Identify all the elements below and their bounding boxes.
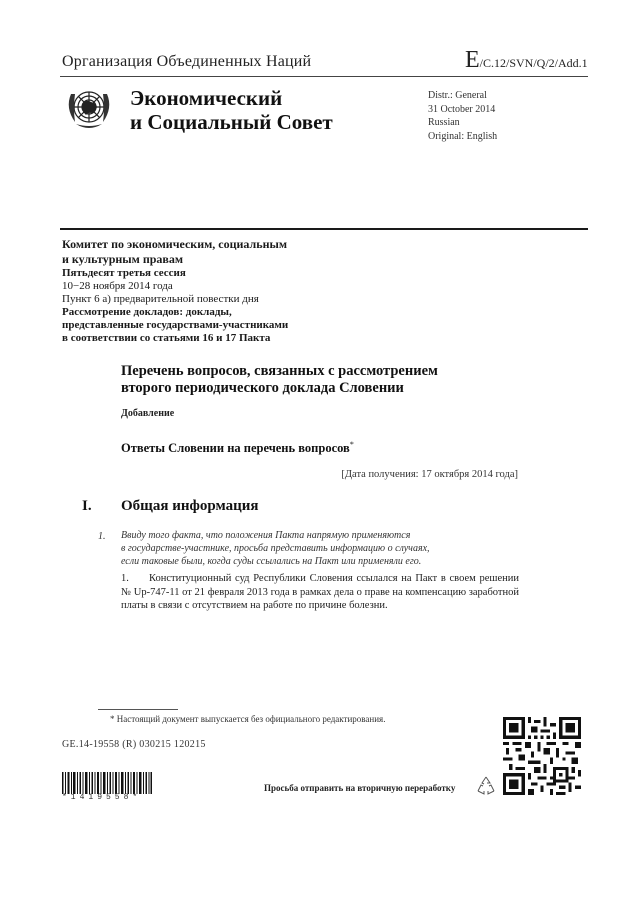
committee-name-1: Комитет по экономическим, социальным bbox=[62, 237, 288, 251]
answer-text: Конституционный суд Республики Словения ссылался на Пакт в своем решении № Up-747-11 от 21 февраля 2013 года в рамках дела о праве на компенсацию заработной платы в связи с отсутствием на работе по причине болезни. bbox=[121, 573, 519, 611]
recycle-icon bbox=[474, 774, 498, 798]
organization-name: Организация Объединенных Наций bbox=[62, 53, 312, 70]
symbol-prefix: E bbox=[465, 47, 480, 73]
un-emblem-icon bbox=[62, 82, 116, 136]
council-line-1: Экономический bbox=[130, 86, 283, 110]
distr-language: Russian bbox=[428, 117, 460, 128]
title-line-1: Перечень вопросов, связанных с рассмотрением bbox=[121, 363, 438, 379]
question-line-2: в государстве-участнике, просьба представить информацию о случаях, bbox=[121, 543, 430, 554]
job-number: GE.14-19558 (R) 030215 120215 bbox=[62, 739, 206, 750]
footnote-mark[interactable]: * bbox=[349, 440, 354, 449]
council-line-2: и Социальный Совет bbox=[130, 110, 333, 134]
barcode-number: *1419558* bbox=[62, 793, 142, 802]
question-line-3: если таковые были, когда суды ссылались на Пакт или применяли его. bbox=[121, 556, 422, 567]
topic-line-1: Рассмотрение докладов: доклады, bbox=[62, 306, 232, 318]
topic-line-3: в соответствии со статьями 16 и 17 Пакта bbox=[62, 332, 271, 344]
title-line-2: второго периодического доклада Словении bbox=[121, 380, 404, 396]
footnote-text: * Настоящий документ выпускается без официального редактирования. bbox=[110, 714, 386, 724]
symbol-rest: /C.12/SVN/Q/2/Add.1 bbox=[479, 56, 588, 70]
session: Пятьдесят третья сессия bbox=[62, 267, 186, 279]
section-title: Общая информация bbox=[121, 498, 259, 514]
section-divider bbox=[60, 228, 588, 230]
distribution-info bbox=[428, 89, 497, 143]
footnote-rule bbox=[98, 709, 178, 710]
distr-label: Distr.: General bbox=[428, 90, 487, 101]
document-symbol bbox=[465, 48, 588, 72]
header-rule bbox=[60, 76, 588, 77]
replies-heading bbox=[121, 440, 354, 456]
addendum-label: Добавление bbox=[121, 408, 175, 419]
session-dates: 10−28 ноября 2014 года bbox=[62, 280, 173, 292]
recycle-notice: Просьба отправить на вторичную переработку bbox=[264, 783, 456, 793]
answer-number: 1. bbox=[121, 573, 129, 584]
date-received: [Дата получения: 17 октября 2014 года] bbox=[341, 469, 518, 480]
committee-name-2: и культурным правам bbox=[62, 252, 184, 266]
distr-date: 31 October 2014 bbox=[428, 103, 496, 115]
document-title bbox=[121, 363, 438, 397]
answer-paragraph bbox=[121, 572, 519, 613]
distr-original: Original: English bbox=[428, 130, 498, 142]
question-number: 1. bbox=[98, 531, 106, 542]
council-name bbox=[130, 86, 333, 134]
committee-block bbox=[62, 237, 288, 345]
topic-line-2: представленные государствами-участниками bbox=[62, 319, 289, 331]
barcode-icon bbox=[62, 772, 152, 794]
replies-title: Ответы Словении на перечень вопросов bbox=[121, 441, 350, 456]
question-text bbox=[121, 529, 521, 568]
agenda-item: Пункт 6 а) предварительной повестки дня bbox=[62, 293, 259, 305]
section-number: I. bbox=[82, 498, 92, 514]
qr-code-icon bbox=[503, 717, 581, 795]
question-line-1: Ввиду того факта, что положения Пакта напрямую применяются bbox=[121, 530, 411, 541]
